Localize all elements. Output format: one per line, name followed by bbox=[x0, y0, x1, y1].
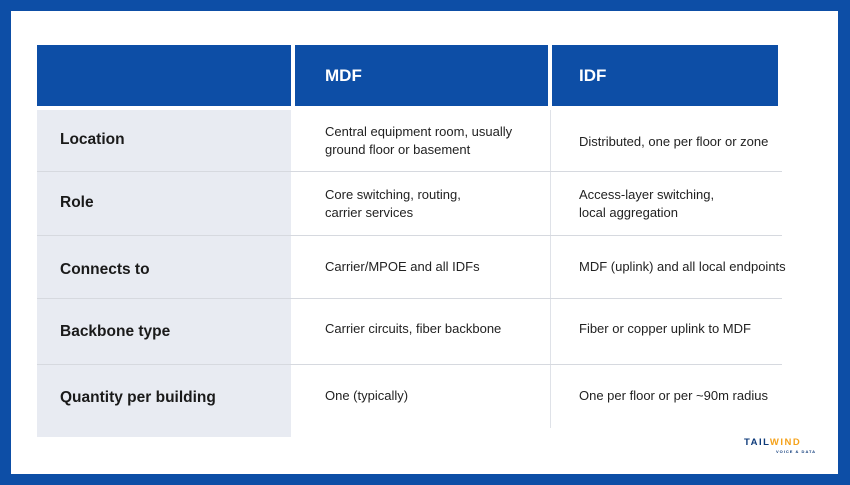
header-cell-mdf: MDF bbox=[295, 45, 548, 106]
tailwind-logo bbox=[744, 437, 816, 457]
logo-wordmark bbox=[744, 437, 801, 448]
cell-role-idf: Access-layer switching, local aggregation bbox=[579, 187, 715, 220]
cell-location-idf: Distributed, one per floor or zone bbox=[579, 134, 769, 149]
cell-backbone-type-idf: Fiber or copper uplink to MDF bbox=[579, 321, 751, 336]
row-label-quantity-per-building: Quantity per building bbox=[60, 389, 216, 406]
header-cell-idf: IDF bbox=[552, 45, 778, 106]
cell-connects-to-mdf: Carrier/MPOE and all IDFs bbox=[325, 259, 480, 274]
header-cell-empty bbox=[37, 45, 291, 106]
cell-connects-to-idf: MDF (uplink) and all local endpoints bbox=[579, 259, 786, 274]
logo-wordmark-part2: WIND bbox=[769, 437, 802, 448]
row-label-connects-to: Connects to bbox=[60, 261, 150, 278]
row-label-location: Location bbox=[60, 131, 125, 148]
cell-quantity-idf: One per floor or per ~90m radius bbox=[579, 388, 768, 403]
row-divider bbox=[37, 235, 782, 236]
row-label-role: Role bbox=[60, 194, 94, 211]
cell-backbone-type-mdf: Carrier circuits, fiber backbone bbox=[325, 321, 502, 336]
logo-wordmark-part1: TAIL bbox=[744, 437, 770, 448]
logo-tagline: VOICE & DATA bbox=[776, 449, 817, 454]
cell-role-mdf: Core switching, routing, carrier services bbox=[325, 187, 461, 220]
row-divider bbox=[37, 364, 782, 365]
row-divider bbox=[37, 171, 782, 172]
row-divider bbox=[37, 298, 782, 299]
column-divider bbox=[550, 110, 551, 428]
cell-location-mdf: Central equipment room, usually ground floor or basement bbox=[325, 124, 513, 157]
row-label-backbone-type: Backbone type bbox=[60, 323, 171, 340]
cell-quantity-mdf: One (typically) bbox=[325, 388, 409, 403]
